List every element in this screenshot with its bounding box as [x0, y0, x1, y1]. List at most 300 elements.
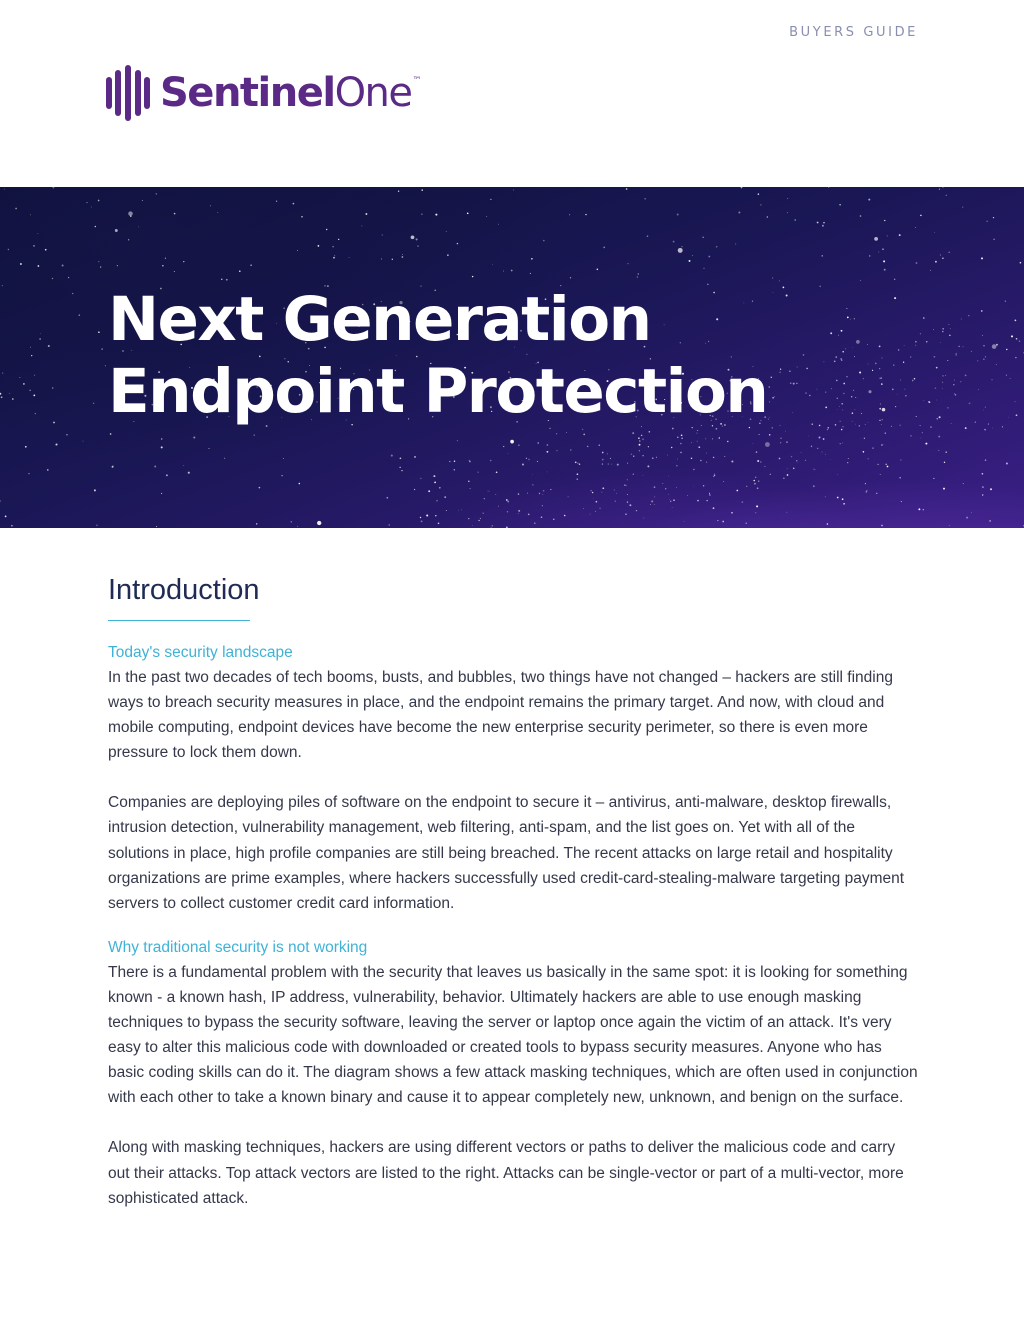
- star: [938, 450, 939, 451]
- star: [934, 356, 936, 358]
- star: [942, 388, 943, 389]
- star: [840, 443, 841, 444]
- star: [599, 508, 601, 510]
- star: [697, 430, 698, 431]
- star: [19, 377, 20, 378]
- star: [942, 187, 943, 188]
- star: [527, 493, 528, 494]
- star: [882, 248, 884, 250]
- star: [401, 470, 402, 471]
- star: [625, 513, 627, 515]
- star: [895, 406, 896, 407]
- star: [557, 450, 558, 451]
- star: [507, 501, 509, 503]
- star: [860, 215, 862, 217]
- star: [391, 455, 393, 457]
- star: [332, 246, 333, 247]
- star: [819, 285, 821, 287]
- star: [556, 433, 557, 434]
- star: [582, 429, 584, 431]
- star: [426, 514, 428, 516]
- star: [842, 426, 843, 427]
- hero-banner: [0, 187, 1024, 528]
- star: [900, 477, 901, 478]
- star: [790, 382, 792, 384]
- star: [672, 507, 673, 508]
- star: [457, 243, 458, 244]
- star: [706, 453, 707, 454]
- star: [757, 460, 759, 462]
- star: [542, 494, 543, 495]
- star: [693, 469, 694, 470]
- star: [583, 508, 584, 509]
- paragraph-landscape-1: In the past two decades of tech booms, busts, and bubbles, two things have not changed – hackers are still finding ways to breach security measures in place, and the endpoint remains the primary target. And now, with cloud and mobile computing, endpoint devices have become the new enterprise security perimeter, so there is even more pressure to lock them down.: [108, 669, 893, 762]
- star: [617, 464, 619, 466]
- star: [966, 517, 968, 519]
- star: [879, 420, 880, 421]
- star: [637, 276, 638, 277]
- star: [665, 488, 666, 489]
- star: [793, 467, 795, 469]
- star: [868, 364, 869, 365]
- star: [758, 480, 759, 481]
- star: [811, 446, 812, 447]
- star: [993, 239, 995, 241]
- star: [922, 432, 923, 433]
- star: [33, 394, 35, 396]
- star: [939, 416, 941, 418]
- star: [786, 512, 787, 513]
- star: [1015, 320, 1017, 322]
- star: [20, 263, 22, 265]
- star: [765, 442, 770, 447]
- star: [326, 229, 327, 230]
- star: [420, 478, 421, 479]
- star: [841, 403, 843, 405]
- star: [627, 263, 628, 264]
- star: [897, 394, 898, 395]
- star: [1019, 340, 1020, 341]
- star: [52, 187, 54, 188]
- star: [9, 393, 10, 394]
- star: [982, 486, 984, 488]
- star: [632, 432, 634, 434]
- star: [334, 255, 335, 256]
- star: [727, 441, 728, 442]
- star: [498, 506, 499, 507]
- star: [0, 393, 1, 395]
- star: [434, 482, 436, 484]
- star: [929, 401, 931, 403]
- hero-title-line2: Endpoint Protection: [108, 356, 768, 427]
- star: [1008, 417, 1009, 418]
- star: [142, 200, 143, 201]
- star: [112, 466, 113, 467]
- star: [469, 461, 471, 463]
- star: [962, 346, 963, 347]
- star: [923, 400, 924, 401]
- star: [840, 358, 842, 360]
- star: [901, 501, 902, 502]
- star: [678, 248, 683, 253]
- star: [650, 504, 651, 505]
- star: [944, 462, 945, 463]
- star: [601, 492, 602, 493]
- star: [636, 510, 637, 511]
- star: [884, 220, 885, 221]
- star: [224, 458, 225, 459]
- star: [414, 456, 416, 458]
- star: [912, 380, 914, 382]
- star: [926, 341, 927, 342]
- star: [550, 489, 551, 490]
- star: [538, 442, 539, 443]
- star: [79, 314, 81, 316]
- star: [217, 212, 218, 213]
- star: [946, 451, 947, 452]
- star: [813, 485, 815, 487]
- star: [468, 481, 470, 483]
- star: [478, 520, 479, 521]
- star: [779, 458, 781, 460]
- star: [915, 227, 916, 228]
- star: [1020, 262, 1022, 264]
- star: [899, 234, 901, 236]
- star: [846, 376, 847, 377]
- star: [161, 493, 162, 494]
- star: [484, 498, 485, 499]
- star: [946, 195, 947, 196]
- star: [1006, 349, 1007, 350]
- star: [276, 201, 277, 202]
- star: [647, 235, 649, 237]
- star: [923, 509, 925, 511]
- star: [843, 503, 845, 505]
- star: [774, 396, 775, 397]
- star: [797, 462, 798, 463]
- star: [30, 215, 31, 216]
- star: [789, 370, 791, 372]
- star: [256, 523, 257, 524]
- star: [985, 459, 987, 461]
- star: [996, 364, 997, 365]
- star: [954, 380, 955, 381]
- star: [492, 264, 493, 265]
- star: [591, 490, 592, 491]
- star: [882, 357, 883, 358]
- star: [1016, 414, 1018, 416]
- star: [881, 424, 882, 425]
- star: [301, 216, 303, 218]
- star: [786, 295, 788, 297]
- star: [959, 346, 960, 347]
- star: [534, 522, 536, 524]
- paragraph-traditional-2: Along with masking techniques, hackers are using different vectors or paths to deliver the malicious code and carry out their attacks. Top attack vectors are listed to the right. Attacks can be single-vector or part of a multi-vector, more sophisticated attack.: [108, 1139, 904, 1207]
- star: [986, 221, 987, 222]
- sentinelone-wordmark: [160, 70, 422, 116]
- star: [433, 475, 435, 477]
- star: [583, 433, 585, 435]
- star: [983, 359, 984, 360]
- star: [741, 501, 743, 503]
- star: [461, 510, 462, 511]
- star: [817, 222, 819, 224]
- sentinelone-logo: [106, 65, 422, 121]
- star: [797, 367, 798, 368]
- star: [531, 258, 533, 260]
- star: [631, 453, 633, 455]
- star: [787, 212, 788, 213]
- star: [845, 348, 846, 349]
- star: [193, 436, 195, 438]
- star: [607, 453, 608, 454]
- star: [662, 483, 663, 484]
- star: [506, 499, 508, 501]
- star: [162, 265, 163, 266]
- star: [518, 510, 520, 512]
- star: [417, 246, 418, 247]
- star: [830, 332, 832, 334]
- star: [822, 255, 823, 256]
- star: [105, 365, 106, 366]
- star: [930, 270, 931, 271]
- star: [934, 232, 935, 233]
- star: [705, 439, 706, 440]
- star: [713, 457, 715, 459]
- star: [161, 438, 162, 439]
- star: [633, 456, 634, 457]
- star: [537, 461, 538, 462]
- star: [627, 463, 628, 464]
- star: [117, 265, 118, 266]
- star: [825, 392, 826, 393]
- star: [226, 279, 228, 281]
- star: [879, 408, 881, 410]
- star: [786, 441, 787, 442]
- star: [156, 526, 157, 527]
- star: [837, 409, 838, 410]
- star: [753, 443, 754, 444]
- star: [386, 497, 388, 499]
- star: [746, 523, 747, 524]
- star: [879, 368, 880, 369]
- star: [713, 507, 715, 509]
- star: [830, 459, 831, 460]
- star: [130, 215, 132, 217]
- star: [878, 251, 879, 252]
- star: [318, 245, 320, 247]
- star: [161, 446, 163, 448]
- star: [697, 500, 699, 502]
- star: [55, 444, 57, 446]
- star: [841, 429, 843, 431]
- star: [569, 214, 570, 215]
- star: [490, 199, 491, 200]
- star: [577, 473, 579, 475]
- star: [803, 354, 805, 356]
- star: [577, 462, 579, 464]
- star: [68, 277, 69, 278]
- star: [45, 249, 47, 251]
- star: [291, 521, 292, 522]
- star: [823, 222, 824, 223]
- star: [1002, 426, 1003, 427]
- star: [449, 461, 450, 462]
- star: [508, 453, 509, 454]
- star: [444, 496, 446, 498]
- star: [575, 461, 577, 463]
- star: [30, 390, 31, 391]
- star: [805, 460, 806, 461]
- star: [900, 425, 901, 426]
- star: [825, 407, 827, 409]
- star: [835, 424, 836, 425]
- star: [982, 494, 983, 495]
- star: [716, 246, 718, 248]
- star: [486, 216, 487, 217]
- star: [806, 368, 808, 370]
- star: [641, 435, 643, 437]
- star: [642, 438, 644, 440]
- star: [98, 261, 99, 262]
- star: [614, 489, 615, 490]
- star: [860, 280, 861, 281]
- star: [602, 463, 603, 464]
- star: [756, 451, 758, 453]
- star: [758, 193, 760, 195]
- star: [852, 347, 853, 348]
- star: [546, 451, 548, 453]
- star: [838, 335, 839, 336]
- star: [956, 354, 957, 355]
- star: [876, 493, 877, 494]
- star: [511, 270, 513, 272]
- star: [982, 473, 984, 475]
- star: [900, 379, 901, 380]
- star: [801, 452, 802, 453]
- star: [689, 260, 691, 262]
- star: [2, 373, 3, 374]
- star: [700, 460, 702, 462]
- star: [643, 475, 644, 476]
- document-type-label: BUYERS GUIDE: [789, 25, 918, 40]
- star: [436, 500, 438, 502]
- star: [503, 271, 504, 272]
- star: [904, 389, 905, 390]
- star: [983, 345, 984, 346]
- hero-title: [108, 284, 767, 428]
- star: [780, 442, 781, 443]
- star: [553, 519, 554, 520]
- star: [654, 486, 656, 488]
- star: [935, 387, 937, 389]
- star: [507, 511, 508, 512]
- star: [154, 466, 156, 468]
- star: [98, 200, 100, 202]
- star: [668, 494, 669, 495]
- star: [949, 335, 950, 336]
- star: [23, 383, 25, 385]
- star: [984, 429, 986, 431]
- star: [805, 393, 806, 394]
- star: [639, 444, 641, 446]
- star: [128, 211, 133, 216]
- star: [435, 214, 437, 216]
- star: [965, 427, 967, 429]
- star: [819, 425, 821, 427]
- star: [411, 235, 415, 239]
- star: [854, 356, 855, 357]
- star: [794, 219, 796, 221]
- star: [809, 395, 810, 396]
- star: [400, 467, 401, 468]
- star: [668, 476, 669, 477]
- star: [879, 378, 880, 379]
- star: [772, 277, 773, 278]
- star: [942, 331, 944, 333]
- star: [293, 203, 295, 205]
- star: [592, 492, 594, 494]
- star: [837, 398, 838, 399]
- star: [446, 510, 447, 511]
- star: [933, 478, 934, 479]
- star: [883, 260, 885, 262]
- star: [644, 518, 645, 519]
- star: [772, 427, 773, 428]
- star: [943, 488, 945, 490]
- star: [894, 297, 896, 299]
- star: [992, 428, 993, 429]
- star: [898, 349, 899, 350]
- star: [457, 440, 458, 441]
- star: [910, 435, 911, 436]
- star: [649, 431, 651, 433]
- star: [949, 525, 950, 526]
- star: [338, 239, 339, 240]
- star: [1015, 401, 1016, 402]
- star: [779, 371, 781, 373]
- star: [349, 257, 350, 258]
- star: [608, 464, 609, 465]
- star: [755, 477, 756, 478]
- star: [916, 416, 917, 417]
- star: [769, 417, 770, 418]
- star: [691, 458, 692, 459]
- star: [597, 269, 599, 271]
- star: [823, 438, 825, 440]
- star: [696, 433, 697, 434]
- star: [603, 247, 605, 249]
- star: [595, 511, 596, 512]
- star: [772, 397, 774, 399]
- star: [570, 277, 571, 278]
- star: [579, 463, 580, 464]
- star: [626, 188, 628, 190]
- star: [667, 455, 668, 456]
- star: [599, 444, 600, 445]
- star: [853, 390, 854, 391]
- star: [547, 444, 549, 446]
- star: [894, 279, 895, 280]
- star: [769, 401, 770, 402]
- star: [682, 246, 683, 247]
- star: [299, 483, 301, 485]
- star: [47, 469, 49, 471]
- star: [887, 235, 888, 236]
- star: [402, 256, 404, 258]
- star: [991, 379, 992, 380]
- star: [1010, 378, 1011, 379]
